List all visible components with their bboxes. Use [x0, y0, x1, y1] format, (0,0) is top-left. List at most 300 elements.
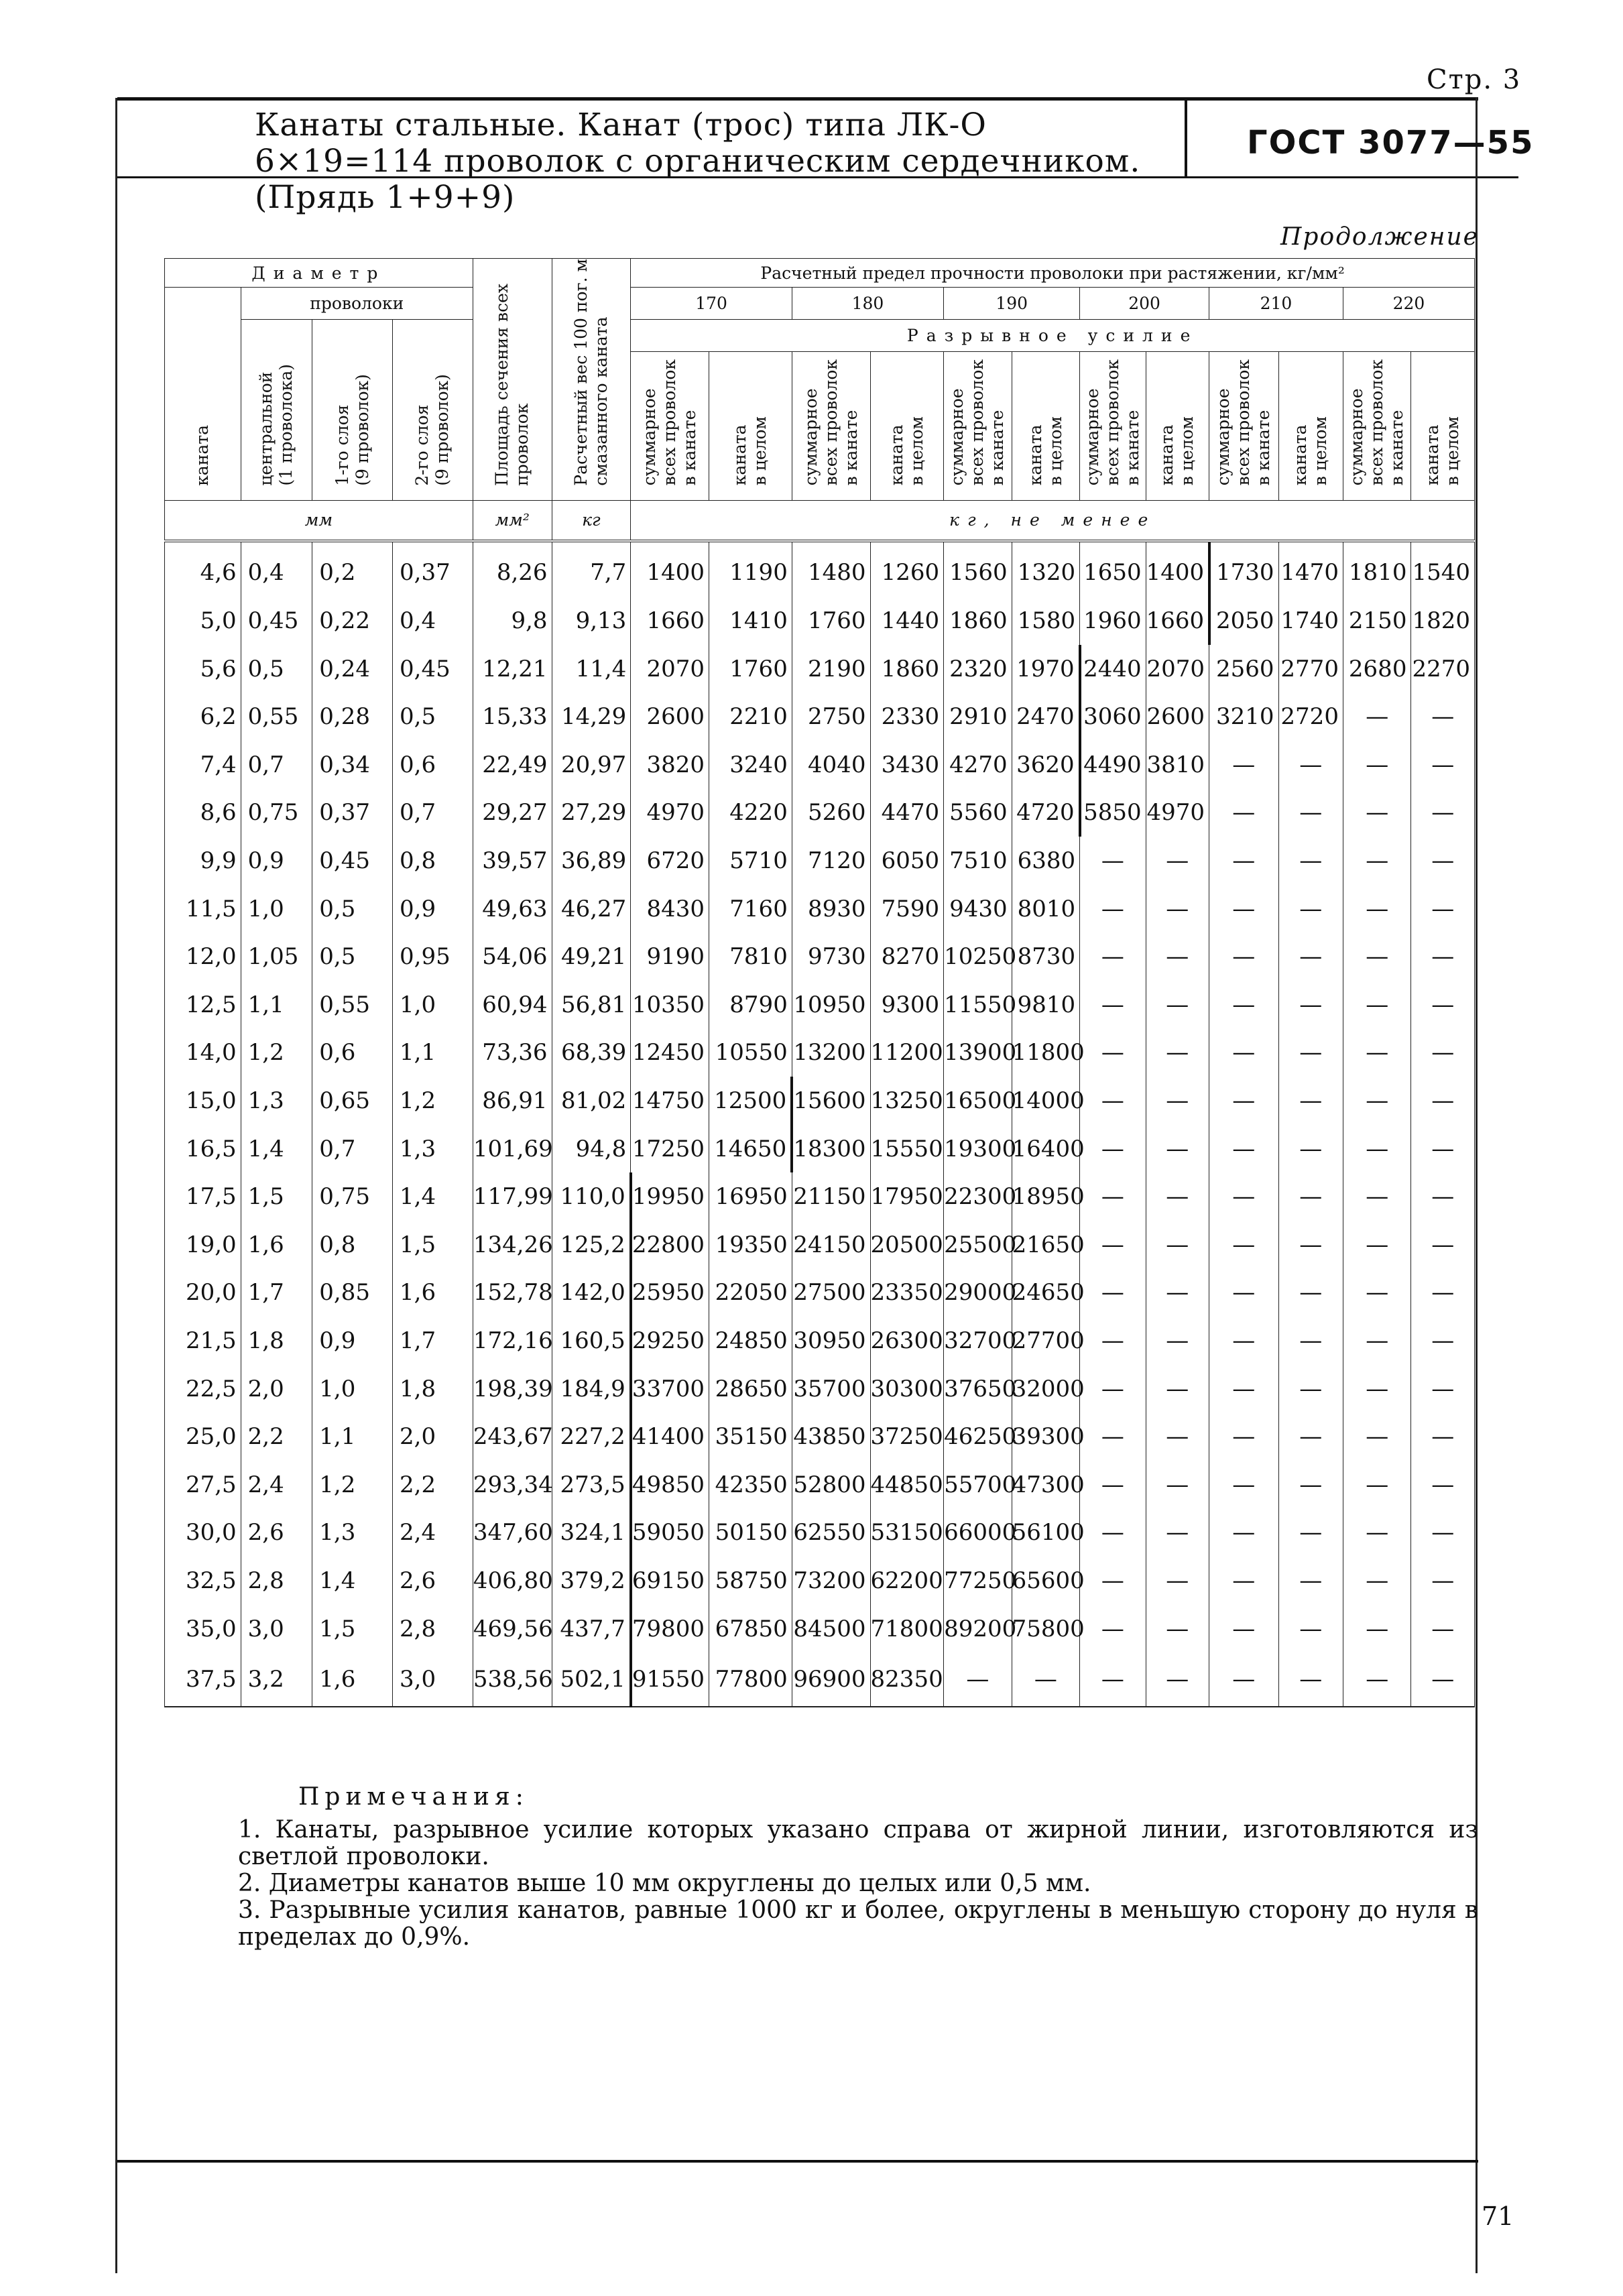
breaking-force-cell: —: [1411, 789, 1475, 837]
breaking-force-cell: —: [1411, 741, 1475, 789]
header-sum-text: суммарное всех проволок в канате: [1213, 359, 1274, 486]
breaking-force-cell: 1400: [631, 541, 709, 597]
breaking-force-cell: —: [1146, 1317, 1209, 1365]
property-cell: 152,78: [473, 1269, 552, 1317]
breaking-force-cell: 1260: [870, 541, 944, 597]
header-central-text: центральной (1 проволока): [256, 364, 296, 486]
breaking-force-cell: 7510: [944, 837, 1012, 885]
breaking-force-cell: —: [1278, 1221, 1343, 1269]
breaking-force-cell: 2150: [1343, 597, 1411, 645]
breaking-force-cell: 2050: [1209, 597, 1279, 645]
header-rope-text: каната: [192, 424, 213, 486]
breaking-force-cell: 4270: [944, 741, 1012, 789]
property-cell: 12,21: [473, 645, 552, 693]
breaking-force-cell: 47300: [1012, 1461, 1080, 1509]
breaking-force-cell: —: [1209, 1605, 1279, 1653]
breaking-force-cell: —: [1209, 1172, 1279, 1221]
property-cell: 94,8: [552, 1125, 631, 1173]
property-cell: 184,9: [552, 1365, 631, 1413]
header-diameter: Диаметр: [165, 259, 473, 288]
breaking-force-cell: 11200: [870, 1029, 944, 1077]
unit-kg-min: кг, не менее: [631, 500, 1475, 541]
header-wires: проволоки: [241, 288, 473, 320]
breaking-force-cell: 4470: [870, 789, 944, 837]
breaking-force-cell: —: [1411, 1125, 1475, 1173]
breaking-force-cell: 2600: [631, 692, 709, 741]
breaking-force-cell: 5260: [792, 789, 870, 837]
breaking-force-cell: 96900: [792, 1652, 870, 1707]
table-row: [165, 1125, 1475, 1173]
breaking-force-cell: —: [1343, 1509, 1411, 1557]
breaking-force-cell: 2070: [1146, 645, 1209, 693]
breaking-force-cell: —: [1411, 885, 1475, 933]
breaking-force-cell: 22800: [631, 1221, 709, 1269]
property-cell: 86,91: [473, 1077, 552, 1125]
breaking-force-cell: —: [1411, 837, 1475, 885]
breaking-force-cell: 32000: [1012, 1365, 1080, 1413]
wire-diameter-cell: 1,5: [312, 1605, 393, 1653]
wire-diameter-cell: 0,8: [393, 837, 473, 885]
breaking-force-cell: 15600: [792, 1077, 870, 1125]
rope-diameter-cell: 12,0: [165, 932, 241, 981]
property-cell: 54,06: [473, 932, 552, 981]
header-sum-text: суммарное всех проволок в канате: [1082, 359, 1142, 486]
breaking-force-cell: —: [1080, 837, 1146, 885]
breaking-force-cell: 4720: [1012, 789, 1080, 837]
breaking-force-cell: 6720: [631, 837, 709, 885]
property-cell: 227,2: [552, 1412, 631, 1461]
breaking-force-cell: 9300: [870, 981, 944, 1029]
header-whole-text: каната в целом: [1423, 416, 1463, 486]
rope-diameter-cell: 8,6: [165, 789, 241, 837]
breaking-force-cell: —: [1080, 1412, 1146, 1461]
breaking-force-cell: —: [1080, 1557, 1146, 1605]
property-cell: 125,2: [552, 1221, 631, 1269]
property-cell: 56,81: [552, 981, 631, 1029]
table-row: [165, 1221, 1475, 1269]
breaking-force-cell: —: [1278, 1652, 1343, 1707]
grade-220: 220: [1343, 288, 1474, 320]
wire-diameter-cell: 1,7: [393, 1317, 473, 1365]
breaking-force-cell: 1190: [709, 541, 792, 597]
property-cell: 273,5: [552, 1461, 631, 1509]
table-row: [165, 1172, 1475, 1221]
breaking-force-cell: 2470: [1012, 692, 1080, 741]
breaking-force-cell: 2330: [870, 692, 944, 741]
breaking-force-cell: 27500: [792, 1269, 870, 1317]
breaking-force-cell: —: [1278, 1269, 1343, 1317]
breaking-force-cell: —: [1411, 1365, 1475, 1413]
breaking-force-cell: 1860: [944, 597, 1012, 645]
property-cell: 243,67: [473, 1412, 552, 1461]
breaking-force-cell: —: [1278, 1557, 1343, 1605]
wire-diameter-cell: 0,5: [312, 932, 393, 981]
breaking-force-cell: —: [1411, 1557, 1475, 1605]
breaking-force-cell: 33700: [631, 1365, 709, 1413]
breaking-force-cell: 16950: [709, 1172, 792, 1221]
wire-diameter-cell: 1,0: [312, 1365, 393, 1413]
breaking-force-cell: 69150: [631, 1557, 709, 1605]
property-cell: 60,94: [473, 981, 552, 1029]
property-cell: 15,33: [473, 692, 552, 741]
breaking-force-cell: 5560: [944, 789, 1012, 837]
breaking-force-cell: —: [1146, 1412, 1209, 1461]
footer-rule: [117, 2160, 1478, 2163]
wire-diameter-cell: 0,34: [312, 741, 393, 789]
breaking-force-cell: —: [1080, 1605, 1146, 1653]
breaking-force-cell: 52800: [792, 1461, 870, 1509]
breaking-force-cell: 2190: [792, 645, 870, 693]
property-cell: 160,5: [552, 1317, 631, 1365]
header-whole-180: [870, 351, 944, 500]
breaking-force-cell: —: [1278, 1125, 1343, 1173]
rope-diameter-cell: 20,0: [165, 1269, 241, 1317]
breaking-force-cell: 58750: [709, 1557, 792, 1605]
breaking-force-cell: 84500: [792, 1605, 870, 1653]
breaking-force-cell: —: [1146, 885, 1209, 933]
breaking-force-cell: —: [1080, 1077, 1146, 1125]
breaking-force-cell: —: [1209, 932, 1279, 981]
breaking-force-cell: —: [1411, 1269, 1475, 1317]
wire-diameter-cell: 0,75: [241, 789, 312, 837]
rope-diameter-cell: 21,5: [165, 1317, 241, 1365]
breaking-force-cell: 18950: [1012, 1172, 1080, 1221]
breaking-force-cell: 5710: [709, 837, 792, 885]
property-cell: 20,97: [552, 741, 631, 789]
breaking-force-cell: 75800: [1012, 1605, 1080, 1653]
breaking-force-cell: —: [1146, 1365, 1209, 1413]
breaking-force-cell: 14750: [631, 1077, 709, 1125]
breaking-force-cell: 18300: [792, 1125, 870, 1173]
breaking-force-cell: 4970: [1146, 789, 1209, 837]
wire-diameter-cell: 1,1: [241, 981, 312, 1029]
breaking-force-cell: 3820: [631, 741, 709, 789]
breaking-force-cell: 19950: [631, 1172, 709, 1221]
property-cell: 36,89: [552, 837, 631, 885]
breaking-force-cell: 9190: [631, 932, 709, 981]
breaking-force-cell: 2750: [792, 692, 870, 741]
wire-diameter-cell: 1,5: [241, 1172, 312, 1221]
breaking-force-cell: —: [1209, 1029, 1279, 1077]
wire-diameter-cell: 0,5: [241, 645, 312, 693]
wire-diameter-cell: 2,8: [393, 1605, 473, 1653]
breaking-force-cell: —: [1209, 789, 1279, 837]
breaking-force-cell: —: [1209, 1652, 1279, 1707]
header-whole-text: каната в целом: [1157, 416, 1197, 486]
breaking-force-cell: 3430: [870, 741, 944, 789]
breaking-force-cell: 3240: [709, 741, 792, 789]
breaking-force-cell: 25500: [944, 1221, 1012, 1269]
breaking-force-cell: 7810: [709, 932, 792, 981]
wire-diameter-cell: 1,6: [393, 1269, 473, 1317]
breaking-force-cell: 3620: [1012, 741, 1080, 789]
unit-kg: кг: [552, 500, 631, 541]
breaking-force-cell: 1440: [870, 597, 944, 645]
wire-diameter-cell: 0,45: [312, 837, 393, 885]
breaking-force-cell: 24850: [709, 1317, 792, 1365]
header-sum-220: [1343, 351, 1411, 500]
breaking-force-cell: —: [1278, 1509, 1343, 1557]
wire-diameter-cell: 0,28: [312, 692, 393, 741]
wire-diameter-cell: 0,4: [393, 597, 473, 645]
grade-210: 210: [1209, 288, 1343, 320]
breaking-force-cell: —: [1209, 1557, 1279, 1605]
wire-diameter-cell: 0,24: [312, 645, 393, 693]
property-cell: 22,49: [473, 741, 552, 789]
breaking-force-cell: —: [1278, 1077, 1343, 1125]
rope-diameter-cell: 19,0: [165, 1221, 241, 1269]
breaking-force-cell: 2720: [1278, 692, 1343, 741]
breaking-force-cell: —: [1080, 885, 1146, 933]
header-sum-text: суммарное всех проволок в канате: [1347, 359, 1407, 486]
property-cell: 469,56: [473, 1605, 552, 1653]
breaking-force-cell: —: [1080, 1365, 1146, 1413]
property-cell: 9,8: [473, 597, 552, 645]
breaking-force-cell: —: [1209, 1461, 1279, 1509]
breaking-force-cell: —: [1343, 1461, 1411, 1509]
note-2: 2. Диаметры канатов выше 10 мм округлены до целых или 0,5 мм.: [238, 1870, 1091, 1897]
wire-diameter-cell: 0,7: [393, 789, 473, 837]
breaking-force-cell: —: [1080, 1317, 1146, 1365]
breaking-force-cell: 39300: [1012, 1412, 1080, 1461]
breaking-force-cell: 15550: [870, 1125, 944, 1173]
wire-diameter-cell: 0,95: [393, 932, 473, 981]
table-row: [165, 1317, 1475, 1365]
breaking-force-cell: 8730: [1012, 932, 1080, 981]
header-central: [241, 319, 312, 500]
wire-diameter-cell: 0,37: [393, 541, 473, 597]
breaking-force-cell: —: [1146, 1557, 1209, 1605]
breaking-force-cell: 1540: [1411, 541, 1475, 597]
wire-diameter-cell: 1,8: [241, 1317, 312, 1365]
property-cell: 46,27: [552, 885, 631, 933]
breaking-force-cell: 27700: [1012, 1317, 1080, 1365]
property-cell: 14,29: [552, 692, 631, 741]
breaking-force-cell: —: [1343, 1365, 1411, 1413]
wire-diameter-cell: 3,2: [241, 1652, 312, 1707]
breaking-force-cell: 4490: [1080, 741, 1146, 789]
breaking-force-cell: 1470: [1278, 541, 1343, 597]
breaking-force-cell: —: [1146, 1125, 1209, 1173]
breaking-force-cell: —: [1411, 1077, 1475, 1125]
rope-diameter-cell: 17,5: [165, 1172, 241, 1221]
breaking-force-cell: —: [1411, 1317, 1475, 1365]
breaking-force-cell: —: [1146, 1461, 1209, 1509]
breaking-force-cell: —: [1146, 1652, 1209, 1707]
wire-diameter-cell: 1,3: [312, 1509, 393, 1557]
rope-diameter-cell: 14,0: [165, 1029, 241, 1077]
breaking-force-cell: 8430: [631, 885, 709, 933]
grade-180: 180: [792, 288, 943, 320]
breaking-force-cell: 77800: [709, 1652, 792, 1707]
table-row: [165, 932, 1475, 981]
breaking-force-cell: 2680: [1343, 645, 1411, 693]
property-cell: 198,39: [473, 1365, 552, 1413]
breaking-force-cell: —: [1080, 1125, 1146, 1173]
header-divider: [1185, 101, 1187, 176]
property-cell: 293,34: [473, 1461, 552, 1509]
header-sum-210: [1209, 351, 1279, 500]
breaking-force-cell: 4220: [709, 789, 792, 837]
wire-diameter-cell: 2,4: [241, 1461, 312, 1509]
header-whole-190: [1012, 351, 1080, 500]
breaking-force-cell: 1410: [709, 597, 792, 645]
wire-diameter-cell: 0,75: [312, 1172, 393, 1221]
rope-diameter-cell: 27,5: [165, 1461, 241, 1509]
wire-diameter-cell: 1,5: [393, 1221, 473, 1269]
property-cell: 27,29: [552, 789, 631, 837]
breaking-force-cell: 11800: [1012, 1029, 1080, 1077]
breaking-force-cell: —: [1080, 932, 1146, 981]
breaking-force-cell: 53150: [870, 1509, 944, 1557]
property-cell: 538,56: [473, 1652, 552, 1707]
breaking-force-cell: 12500: [709, 1077, 792, 1125]
wire-diameter-cell: 0,65: [312, 1077, 393, 1125]
breaking-force-cell: —: [1343, 1652, 1411, 1707]
breaking-force-cell: 62200: [870, 1557, 944, 1605]
breaking-force-cell: 37250: [870, 1412, 944, 1461]
breaking-force-cell: —: [1209, 837, 1279, 885]
wire-diameter-cell: 0,2: [312, 541, 393, 597]
page-label: Стр. 3: [1427, 64, 1522, 95]
breaking-force-cell: 2210: [709, 692, 792, 741]
rope-diameter-cell: 32,5: [165, 1557, 241, 1605]
header-breaking-force: Разрывное усилие: [631, 319, 1475, 351]
breaking-force-cell: 1820: [1411, 597, 1475, 645]
wire-diameter-cell: 0,6: [393, 741, 473, 789]
wire-diameter-cell: 1,0: [241, 885, 312, 933]
breaking-force-cell: 2270: [1411, 645, 1475, 693]
breaking-force-cell: 7160: [709, 885, 792, 933]
breaking-force-cell: 4040: [792, 741, 870, 789]
breaking-force-cell: —: [1080, 1172, 1146, 1221]
breaking-force-cell: 9810: [1012, 981, 1080, 1029]
breaking-force-cell: 4970: [631, 789, 709, 837]
breaking-force-cell: 24150: [792, 1221, 870, 1269]
table-row: [165, 1557, 1475, 1605]
breaking-force-cell: —: [1411, 1652, 1475, 1707]
wire-diameter-cell: 0,37: [312, 789, 393, 837]
breaking-force-cell: 22300: [944, 1172, 1012, 1221]
property-cell: 406,80: [473, 1557, 552, 1605]
wire-diameter-cell: 1,1: [393, 1029, 473, 1077]
breaking-force-cell: 35700: [792, 1365, 870, 1413]
breaking-force-cell: 13250: [870, 1077, 944, 1125]
breaking-force-cell: —: [1343, 981, 1411, 1029]
breaking-force-cell: 1400: [1146, 541, 1209, 597]
breaking-force-cell: —: [1343, 1605, 1411, 1653]
table-row: [165, 789, 1475, 837]
breaking-force-cell: —: [1343, 1412, 1411, 1461]
breaking-force-cell: 42350: [709, 1461, 792, 1509]
breaking-force-cell: 1730: [1209, 541, 1279, 597]
wire-diameter-cell: 0,6: [312, 1029, 393, 1077]
rope-spec-table-container: [164, 258, 1475, 1707]
breaking-force-cell: —: [1278, 789, 1343, 837]
breaking-force-cell: 13900: [944, 1029, 1012, 1077]
breaking-force-cell: —: [1080, 1652, 1146, 1707]
breaking-force-cell: 30950: [792, 1317, 870, 1365]
breaking-force-cell: 49850: [631, 1461, 709, 1509]
property-cell: 7,7: [552, 541, 631, 597]
header-sum-170: [631, 351, 709, 500]
breaking-force-cell: —: [1278, 1605, 1343, 1653]
table-row: [165, 1412, 1475, 1461]
rope-diameter-cell: 11,5: [165, 885, 241, 933]
breaking-force-cell: 8010: [1012, 885, 1080, 933]
breaking-force-cell: 5850: [1080, 789, 1146, 837]
wire-diameter-cell: 2,2: [241, 1412, 312, 1461]
rope-diameter-cell: 5,6: [165, 645, 241, 693]
wire-diameter-cell: 0,45: [241, 597, 312, 645]
breaking-force-cell: —: [1411, 1461, 1475, 1509]
header-layer1: [312, 319, 393, 500]
table-body: [165, 541, 1475, 1707]
breaking-force-cell: —: [1278, 981, 1343, 1029]
table-row: [165, 1509, 1475, 1557]
breaking-force-cell: 41400: [631, 1412, 709, 1461]
breaking-force-cell: 44850: [870, 1461, 944, 1509]
breaking-force-cell: 10550: [709, 1029, 792, 1077]
breaking-force-cell: —: [1343, 1172, 1411, 1221]
breaking-force-cell: 1320: [1012, 541, 1080, 597]
breaking-force-cell: 16500: [944, 1077, 1012, 1125]
breaking-force-cell: 2070: [631, 645, 709, 693]
breaking-force-cell: 7590: [870, 885, 944, 933]
wire-diameter-cell: 2,2: [393, 1461, 473, 1509]
property-cell: 8,26: [473, 541, 552, 597]
breaking-force-cell: —: [1343, 1077, 1411, 1125]
rope-diameter-cell: 6,2: [165, 692, 241, 741]
property-cell: 49,21: [552, 932, 631, 981]
breaking-force-cell: —: [1209, 981, 1279, 1029]
breaking-force-cell: 9730: [792, 932, 870, 981]
property-cell: 134,26: [473, 1221, 552, 1269]
breaking-force-cell: 1810: [1343, 541, 1411, 597]
breaking-force-cell: 73200: [792, 1557, 870, 1605]
breaking-force-cell: 13200: [792, 1029, 870, 1077]
breaking-force-cell: —: [1278, 1461, 1343, 1509]
breaking-force-cell: —: [1343, 885, 1411, 933]
breaking-force-cell: —: [1411, 692, 1475, 741]
breaking-force-cell: 2440: [1080, 645, 1146, 693]
note-1: 1. Канаты, разрывное усилие которых указано справа от жирной линии, изготовляются из светлой проволоки.: [238, 1816, 1478, 1870]
header-whole-text: каната в целом: [1290, 416, 1331, 486]
rope-diameter-cell: 30,0: [165, 1509, 241, 1557]
breaking-force-cell: —: [1343, 837, 1411, 885]
header-whole-170: [709, 351, 792, 500]
breaking-force-cell: —: [1146, 1077, 1209, 1125]
rope-diameter-cell: 16,5: [165, 1125, 241, 1173]
property-cell: 347,60: [473, 1509, 552, 1557]
breaking-force-cell: 2560: [1209, 645, 1279, 693]
wire-diameter-cell: 0,85: [312, 1269, 393, 1317]
grade-190: 190: [944, 288, 1080, 320]
breaking-force-cell: 23350: [870, 1269, 944, 1317]
breaking-force-cell: 24650: [1012, 1269, 1080, 1317]
breaking-force-cell: —: [1080, 1269, 1146, 1317]
property-cell: 379,2: [552, 1557, 631, 1605]
breaking-force-cell: 91550: [631, 1652, 709, 1707]
wire-diameter-cell: 0,7: [241, 741, 312, 789]
wire-diameter-cell: 1,3: [241, 1077, 312, 1125]
breaking-force-cell: —: [1343, 1125, 1411, 1173]
wire-diameter-cell: 1,7: [241, 1269, 312, 1317]
breaking-force-cell: —: [1343, 1557, 1411, 1605]
breaking-force-cell: —: [1209, 1125, 1279, 1173]
breaking-force-cell: 1480: [792, 541, 870, 597]
wire-diameter-cell: 1,2: [393, 1077, 473, 1125]
